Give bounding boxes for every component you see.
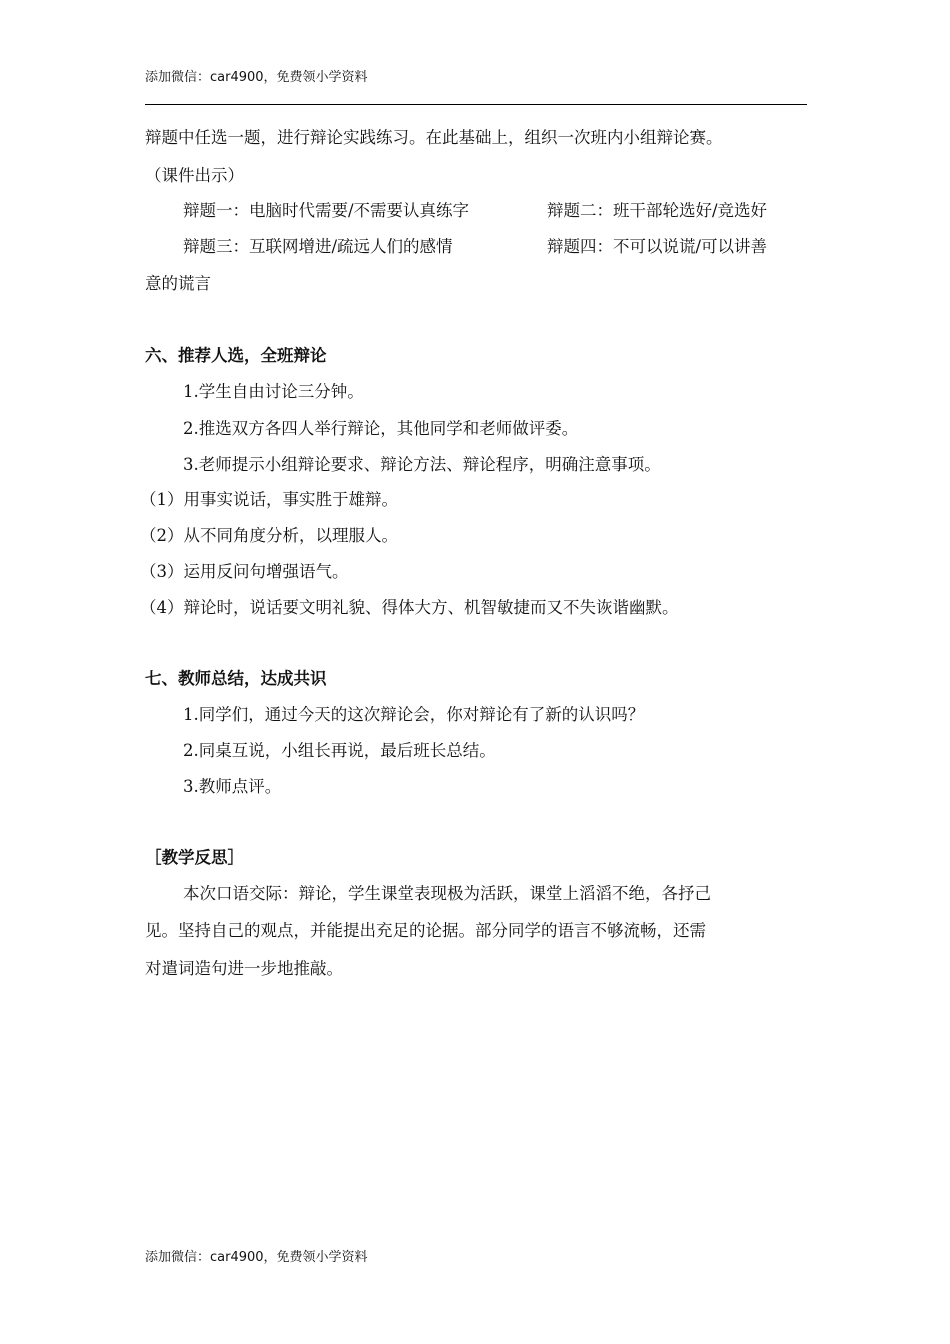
reflection-line-1: 本次口语交际：辩论，学生课堂表现极为活跃，课堂上滔滔不绝，各抒己 xyxy=(183,884,711,903)
reflection-line-2: 见。坚持自己的观点，并能提出充足的论据。部分同学的语言不够流畅，还需 xyxy=(145,921,706,940)
topic-3: 辩题三：互联网增进/疏远人们的感情 xyxy=(183,237,453,256)
section-6-item-1: 1.学生自由讨论三分钟。 xyxy=(183,382,364,401)
reflection-line-3: 对遣词造句进一步地推敲。 xyxy=(145,959,343,978)
section-6-subitem-3: （3）运用反问句增强语气。 xyxy=(140,562,349,581)
topic-row-2 xyxy=(183,235,807,259)
intro-line-2: （课件出示） xyxy=(145,166,244,185)
section-6-item-3: 3.老师提示小组辩论要求、辩论方法、辩论程序，明确注意事项。 xyxy=(183,455,661,474)
topic-4-continued: 意的谎言 xyxy=(145,274,211,293)
section-6-title: 六、推荐人选，全班辩论 xyxy=(145,346,327,365)
topic-4: 辩题四：不可以说谎/可以讲善 xyxy=(547,237,768,256)
section-7-title: 七、教师总结，达成共识 xyxy=(145,669,327,688)
section-7-item-1: 1.同学们，通过今天的这次辩论会，你对辩论有了新的认识吗？ xyxy=(183,705,645,724)
intro-line-1: 辩题中任选一题，进行辩论实践练习。在此基础上，组织一次班内小组辩论赛。 xyxy=(145,128,723,147)
page-header: 添加微信：car4900，免费领小学资料 xyxy=(145,70,368,85)
reflection-title: ［教学反思］ xyxy=(145,848,244,867)
header-divider xyxy=(145,104,807,105)
topic-2: 辩题二：班干部轮选好/竞选好 xyxy=(547,201,768,220)
section-7-item-3: 3.教师点评。 xyxy=(183,777,282,796)
section-7-item-2: 2.同桌互说，小组长再说，最后班长总结。 xyxy=(183,741,496,760)
topic-row-1 xyxy=(183,199,807,223)
section-6-subitem-2: （2）从不同角度分析，以理服人。 xyxy=(140,526,398,545)
page-footer: 添加微信：car4900，免费领小学资料 xyxy=(145,1250,368,1265)
section-6-subitem-4: （4）辩论时，说话要文明礼貌、得体大方、机智敏捷而又不失诙谐幽默。 xyxy=(140,598,679,617)
topic-1: 辩题一：电脑时代需要/不需要认真练字 xyxy=(183,201,470,220)
section-6-item-2: 2.推选双方各四人举行辩论，其他同学和老师做评委。 xyxy=(183,419,579,438)
section-6-subitem-1: （1）用事实说话，事实胜于雄辩。 xyxy=(140,490,398,509)
